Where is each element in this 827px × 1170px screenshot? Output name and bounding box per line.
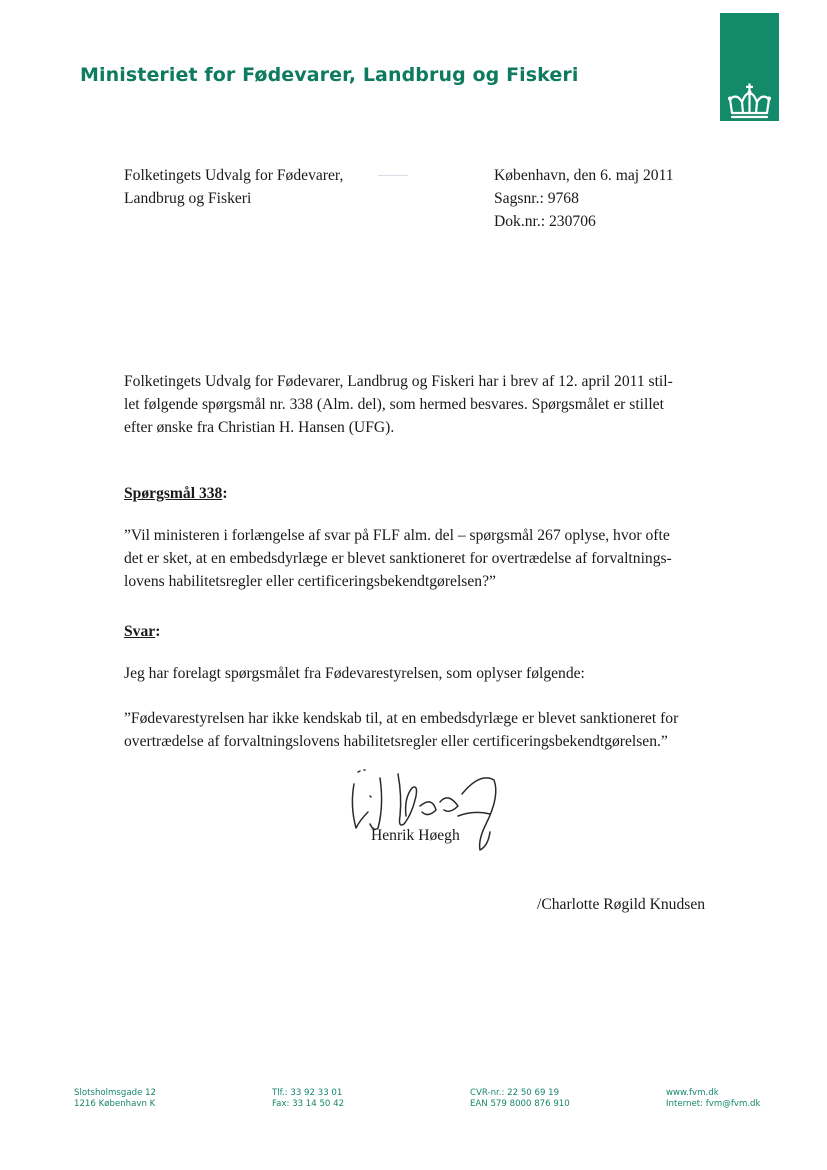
- question-paragraph: [124, 524, 724, 593]
- footer-website-link[interactable]: www.fvm.dk: [666, 1088, 719, 1098]
- footer-registry: [470, 1088, 570, 1110]
- footer-line: Tlf.: 33 92 33 01: [272, 1088, 343, 1098]
- answer-heading-label: Svar: [124, 623, 156, 640]
- decorative-rule: [378, 175, 408, 176]
- answer-quote: [124, 707, 724, 753]
- question-line: ”Vil ministeren i forlængelse af svar på FLF alm. del – spørgsmål 267 oplyse, hvor ofte: [124, 527, 670, 544]
- answer-heading: [124, 620, 160, 643]
- crown-icon: [726, 83, 773, 121]
- footer-phone: [272, 1088, 344, 1110]
- footer-line: EAN 579 8000 876 910: [470, 1099, 570, 1109]
- question-line: det er sket, at en embedsdyrlæge er blevet sanktioneret for overtrædelse af forvaltnings-: [124, 550, 672, 567]
- question-heading-colon: :: [222, 485, 228, 502]
- letter-meta: [494, 164, 674, 233]
- recipient-line: Folketingets Udvalg for Fødevarer,: [124, 167, 344, 184]
- intro-line: efter ønske fra Christian H. Hansen (UFG).: [124, 419, 395, 436]
- footer-email-link[interactable]: Internet: fvm@fvm.dk: [666, 1099, 761, 1109]
- ministry-emblem: [720, 13, 779, 121]
- intro-line: let følgende spørgsmål nr. 338 (Alm. del), som hermed besvares. Spørgsmålet er stillet: [124, 396, 664, 413]
- footer-web: [666, 1088, 760, 1110]
- intro-paragraph: [124, 370, 724, 439]
- recipient-line: Landbrug og Fiskeri: [124, 190, 252, 207]
- answer-intro: [124, 662, 724, 685]
- document-number: Dok.nr.: 230706: [494, 213, 596, 230]
- signatory-name: Henrik Høegh: [371, 827, 460, 844]
- footer-address: [74, 1088, 156, 1110]
- place-date: København, den 6. maj 2011: [494, 167, 674, 184]
- footer-line: 1216 København K: [74, 1099, 156, 1109]
- intro-line: Folketingets Udvalg for Fødevarer, Landbrug og Fiskeri har i brev af 12. april 2011 stil-: [124, 373, 673, 390]
- footer-line: Slotsholmsgade 12: [74, 1088, 157, 1098]
- footer-line: Fax: 33 14 50 42: [272, 1099, 345, 1109]
- answer-quote-line: overtrædelse af forvaltningslovens habilitetsregler eller certificeringsbekendtgørelsen.”: [124, 733, 668, 750]
- ministry-name: Ministeriet for Fødevarer, Landbrug og Fiskeri: [80, 64, 579, 86]
- recipient-address: [124, 164, 343, 210]
- question-heading-label: Spørgsmål 338: [124, 485, 223, 502]
- answer-quote-line: ”Fødevarestyrelsen har ikke kendskab til, at en embedsdyrlæge er blevet sanktioneret for: [124, 710, 679, 727]
- footer-line: CVR-nr.: 22 50 69 19: [470, 1088, 560, 1098]
- question-line: lovens habilitetsregler eller certificeringsbekendtgørelsen?”: [124, 573, 496, 590]
- case-number: Sagsnr.: 9768: [494, 190, 579, 207]
- question-heading: [124, 482, 228, 505]
- secondary-signatory: /Charlotte Røgild Knudsen: [537, 896, 706, 913]
- answer-intro-line: Jeg har forelagt spørgsmålet fra Fødevarestyrelsen, som oplyser følgende:: [124, 665, 585, 682]
- answer-heading-colon: :: [155, 623, 161, 640]
